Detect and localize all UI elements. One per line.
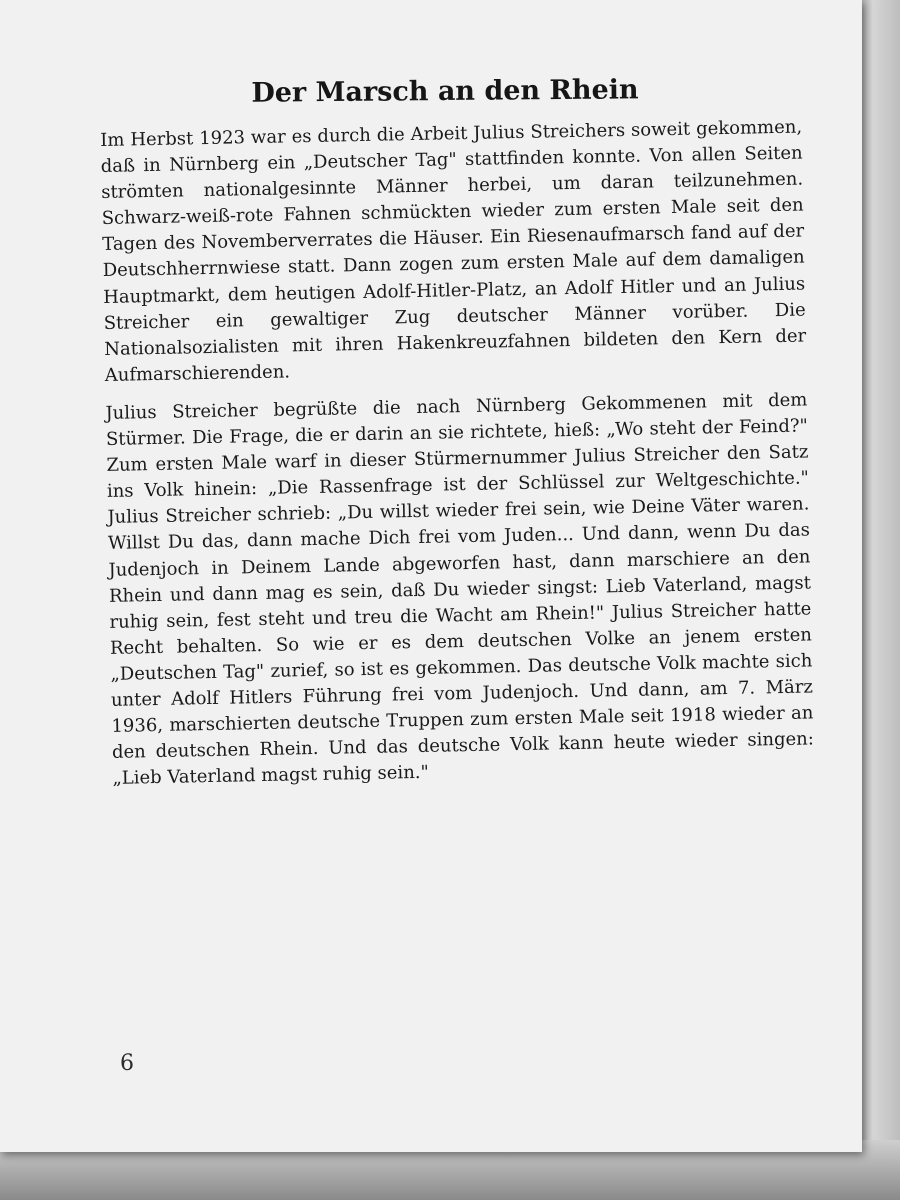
body-text [100, 115, 815, 805]
chapter-title: Der Marsch an den Rhein [251, 74, 639, 109]
page-number: 6 [120, 1051, 134, 1076]
paragraph-2: Julius Streicher begrüßte die nach Nürnberg Gekommenen mit dem Stürmer. Die Frage, die er darin an sie richtete, hieß: „Wo steht der Feind?" Zum ersten Male warf in dieser Stürmernummer Julius Streicher den Satz ins Volk hinein: „Die Rassenfrage ist der Schlüssel zur Weltgeschichte." Julius Streicher schrieb: „Du willst wieder frei sein, wie Deine Väter waren. Willst Du das, dann mache Dich frei vom Juden... Und dann, wenn Du das Judenjoch in Deinem Lande abgeworfen hast, dann marschiere an den Rhein und dann mag es sein, daß Du wieder singst: Lieb Vaterland, magst ruhig sein, fest steht und treu die Wacht am Rhein!" Julius Streicher hatte Recht behalten. So wie er es dem deutschen Volke an jenem ersten „Deutschen Tag" zurief, so ist es gekommen. Das deutsche Volk machte sich unter Adolf Hitlers Führung frei vom Judenjoch. Und dann, am 7. März 1936, marschierten deutsche Truppen zum ersten Male seit 1918 wieder an den deutschen Rhein. Und das deutsche Volk kann heute wieder singen: „Lieb Vaterland magst ruhig sein." [105, 389, 815, 790]
paragraph-1: Im Herbst 1923 war es durch die Arbeit Julius Streichers soweit gekommen, daß in Nürnberg ein „Deutscher Tag" stattfinden konnte. Von allen Seiten strömten nationalgesinnte Männer herbei, um daran teilzunehmen. Schwarz-weiß-rote Fahnen schmückten wieder zum ersten Male seit den Tagen des Novemberverrates die Häuser. Ein Riesenaufmarsch fand auf der Deutschherrnwiese statt. Dann zogen zum ersten Male auf dem damaligen Hauptmarkt, dem heutigen Adolf-Hitler-Platz, an Adolf Hitler und an Julius Streicher ein gewaltiger Zug deutscher Männer vorüber. Die Nationalsozialisten mit ihren Hakenkreuzfahnen bildeten den Kern der Aufmarschierenden. [100, 116, 807, 386]
